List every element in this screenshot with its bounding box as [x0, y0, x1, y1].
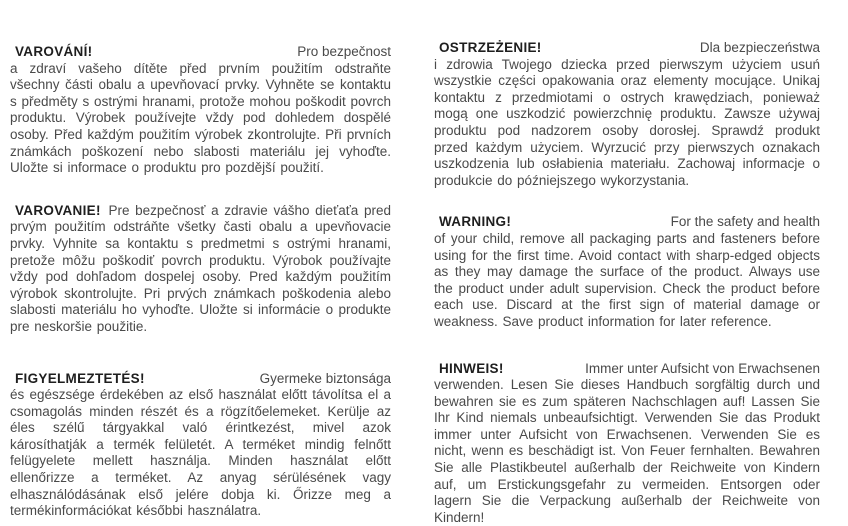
section-lead-czech: Pro bezpečnost: [297, 44, 391, 61]
section-body-german: verwenden. Lesen Sie dieses Handbuch sorgfältig durch und bewahren sie es zum späteren Nachschlagen auf! Lassen Sie Ihr Kind niemals unbeaufsichtigt. Verwenden Sie das Produkt immer unter Aufsicht von Erwachsenen. Verwenden Sie es nicht, wenn es beschädigt ist. Von Feuer fernhalten. Bewahren Sie alle Plastikbeutel außerhalb der Reichweite von Kindern auf, um Erstickungsgefahr zu vermeiden. Entsorgen oder lagern Sie die Verpackung außerhalb der Reichweite von Kindern!: [434, 377, 820, 526]
warning-section-slovak: [10, 203, 391, 336]
section-heading-line: [434, 361, 820, 378]
section-heading-slovak: VAROVANIE!: [15, 203, 101, 218]
section-heading-line: [10, 44, 391, 61]
section-heading-hungarian: FIGYELMEZTETÉS!: [15, 371, 145, 388]
left-column: [10, 44, 391, 520]
section-heading-line: [434, 40, 820, 57]
section-body-hungarian: és egészsége érdekében az első használat előtt távolítsa el a csomagolás minden részét és a rögzítőelemeket. Kerülje az éles szélű tárgyakkal való érintkezést, mivel azok károsíthatják a termék felületét. A terméket mindig felnőtt felügyelete mellett használja. Minden használat előtt ellenőrizze a terméket. Az anyag sérülésének vagy elhasználódásának első jelére dobja ki. Őrizze meg a termékinformációkat későbbi használatra.: [10, 387, 391, 520]
section-lead-hungarian: Gyermeke biztonsága: [260, 371, 391, 388]
section-lead-english: For the safety and health: [671, 214, 820, 231]
section-heading-german: HINWEIS!: [439, 361, 504, 378]
section-body-slovak: [10, 203, 391, 336]
section-text-slovak: Pre bezpečnosť a zdravie vášho dieťaťa pred prvým použitím odstráňte všetky časti obalu a upevňovacie prvky. Vyhnite sa kontaktu s predmetmi s ostrými hranami, pretože môžu poškodiť povrch produktu. Výrobok používajte vždy pod dohľadom dospelej osoby. Pred každým použitím výrobok skontrolujte. Pri prvých známkach poškodenia alebo slabosti materiálu ho vyhoďte. Uložte si informácie o produkte pre neskoršie použitie.: [10, 203, 391, 334]
warning-section-polish: [434, 40, 820, 189]
section-body-polish: i zdrowia Twojego dziecka przed pierwszym użyciem usuń wszystkie części opakowania oraz elementy mocujące. Unikaj kontaktu z przedmiotami o ostrych krawędziach, ponieważ mogą one uszkodzić powierzchnię produktu. Zawsze używaj produktu pod nadzorem osoby dorosłej. Sprawdź produkt przed każdym użyciem. Wyrzucić przy pierwszych oznakach uszkodzenia lub osłabienia materiału. Zachowaj informacje o produkcie do późniejszego wykorzystania.: [434, 57, 820, 190]
warning-section-czech: [10, 44, 391, 177]
warning-section-german: [434, 361, 820, 526]
right-column: [434, 40, 820, 526]
section-body-english: of your child, remove all packaging parts and fasteners before using for the first time. Avoid contact with sharp-edged objects as they may damage the surface of the product. Always use the product under adult supervision. Check the product before each use. Discard at the first sign of material damage or weakness. Save product information for later reference.: [434, 231, 820, 331]
section-heading-czech: VAROVÁNÍ!: [15, 44, 92, 61]
section-lead-polish: Dla bezpieczeństwa: [700, 40, 820, 57]
section-heading-english: WARNING!: [439, 214, 511, 231]
section-heading-line: [10, 371, 391, 388]
warning-section-english: [434, 214, 820, 330]
section-body-czech: a zdraví vašeho dítěte před prvním použitím odstraňte všechny části obalu a upevňovací prvky. Vyhněte se kontaktu s předměty s ostrými hranami, protože mohou poškodit povrch produktu. Výrobek používejte vždy pod dohledem dospělé osoby. Před každým použitím výrobek zkontrolujte. Při prvních známkách poškození nebo slabosti materiálu jej vyhoďte. Uložte si informace o produktu pro pozdější použití.: [10, 61, 391, 177]
section-heading-line: [434, 214, 820, 231]
section-heading-polish: OSTRZEŻENIE!: [439, 40, 542, 57]
section-lead-german: Immer unter Aufsicht von Erwachsenen: [585, 361, 820, 378]
warning-section-hungarian: [10, 371, 391, 520]
